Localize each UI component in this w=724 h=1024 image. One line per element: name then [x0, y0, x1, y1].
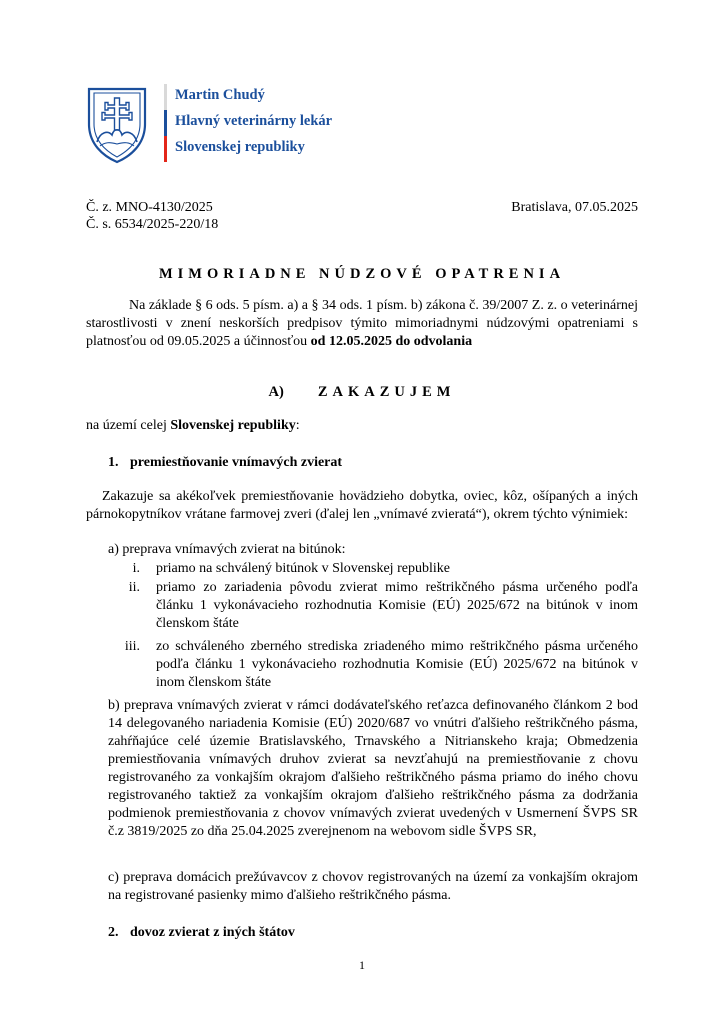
- item2-title: dovoz zvierat z iných štátov: [130, 925, 295, 940]
- letterhead: [164, 84, 332, 162]
- page-number: 1: [359, 958, 365, 972]
- section-a-heading: [86, 384, 638, 401]
- reference-cz: Č. z. MNO-4130/2025: [86, 200, 213, 215]
- document-title: MIMORIADNE NÚDZOVÉ OPATRENIA: [158, 266, 566, 282]
- reference-cs: Č. s. 6534/2025-220/18: [86, 217, 219, 232]
- intro-paragraph: [86, 297, 638, 351]
- section-a-word: ZAKAZUJEM: [317, 384, 456, 400]
- item1-a-label: a) preprava vnímavých zvierat na bitúnok:: [108, 542, 346, 557]
- sub-item-i-text: priamo na schválený bitúnok v Slovenskej republike: [156, 561, 450, 576]
- territory-bold: Slovenskej republiky: [170, 418, 296, 433]
- item1-lead-paragraph: Zakazuje sa akékoľvek premiestňovanie hovädzieho dobytka, oviec, kôz, ošípaných a iných párnokopytníkov vrátane farmovej zveri (ďalej len „vnímavé zvieratá“), okrem týchto výnimiek:: [86, 489, 638, 522]
- item2-number: 2.: [108, 925, 119, 940]
- item1-number: 1.: [108, 455, 119, 470]
- section-a-letter: A): [268, 384, 284, 400]
- slovak-coat-of-arms-icon: [86, 86, 148, 164]
- intro-text: Na základe § 6 ods. 5 písm. a) a § 34 ods. 1 písm. b) zákona č. 39/2007 Z. z. o veterinárnej starostlivosti v znení neskorších predpisov týmito mimoriadnymi núdzovými opatreniami s platnosťou od 09.05.2025 a účinnosťou: [86, 298, 638, 349]
- territory-line: [86, 417, 300, 435]
- territory-suffix: :: [295, 418, 300, 433]
- territory-prefix: na území celej: [86, 418, 171, 433]
- place-date: Bratislava, 07.05.2025: [511, 200, 638, 215]
- sub-item-i-numeral: i.: [132, 561, 140, 576]
- item2-heading: [108, 925, 295, 941]
- reference-block: [86, 199, 638, 233]
- sub-item-ii-numeral: ii.: [128, 580, 140, 595]
- flag-stripe-white: [164, 84, 167, 110]
- letterhead-country-line: [164, 136, 332, 162]
- sub-item-iii-numeral: iii.: [124, 639, 140, 654]
- item1-title: premiestňovanie vnímavých zvierat: [130, 455, 343, 470]
- letterhead-country: Slovenskej republiky: [175, 139, 305, 155]
- item1-c-paragraph: c) preprava domácich prežúvavcov z chovov registrovaných na území za vonkajším okrajom na registrované pasienky mimo ďalšieho reštrikčného pásma.: [108, 870, 638, 903]
- letterhead-name-line: [164, 84, 332, 110]
- flag-stripe-red: [164, 136, 167, 162]
- item1-heading: [108, 455, 342, 471]
- sub-item-iii-text: zo schváleného zberného strediska zriadeného mimo reštrikčného pásma určeného podľa článku 1 vykonávacieho rozhodnutia Komisie (EÚ) 2025/672 na bitúnok v inom členskom štáte: [156, 639, 638, 690]
- item1-b-paragraph: b) preprava vnímavých zvierat v rámci dodávateľského reťazca definovaného článkom 2 bod 14 delegovaného nariadenia Komisie (EÚ) 2020/687 vo vnútri ďalšieho reštrikčného pásma, zahŕňajúce celé územie Bratislavského, Trnavského a Nitrianskeho kraja; Obmedzenia premiestňovania vnímavých druhov zvierat sa nevzťahujú na premiestňovanie z chovu registrovaného za vonkajším okrajom ďalšieho reštrikčného pásma priamo do iného chovu registrovaného taktiež za vonkajším okrajom ďalšieho reštrikčného pásma za dodržania podmienok premiestňovania z chovov vnímavých zvierat uvedených v Usmernení ŠVPS SR č.z 3819/2025 zo dňa 25.04.2025 zverejnenom na webovom sidle ŠVPS SR,: [108, 698, 638, 839]
- intro-validity-bold: od 12.05.2025 do odvolania: [310, 334, 473, 349]
- letterhead-role-line: [164, 110, 332, 136]
- sub-item-ii-text: priamo zo zariadenia pôvodu zvierat mimo reštrikčného pásma určeného podľa článku 1 vykonávacieho rozhodnutia Komisie (EÚ) 2025/672 na bitúnok v inom členskom štáte: [156, 580, 638, 631]
- letterhead-role: Hlavný veterinárny lekár: [175, 113, 333, 129]
- letterhead-name: Martin Chudý: [175, 87, 265, 103]
- flag-stripe-blue: [164, 110, 167, 136]
